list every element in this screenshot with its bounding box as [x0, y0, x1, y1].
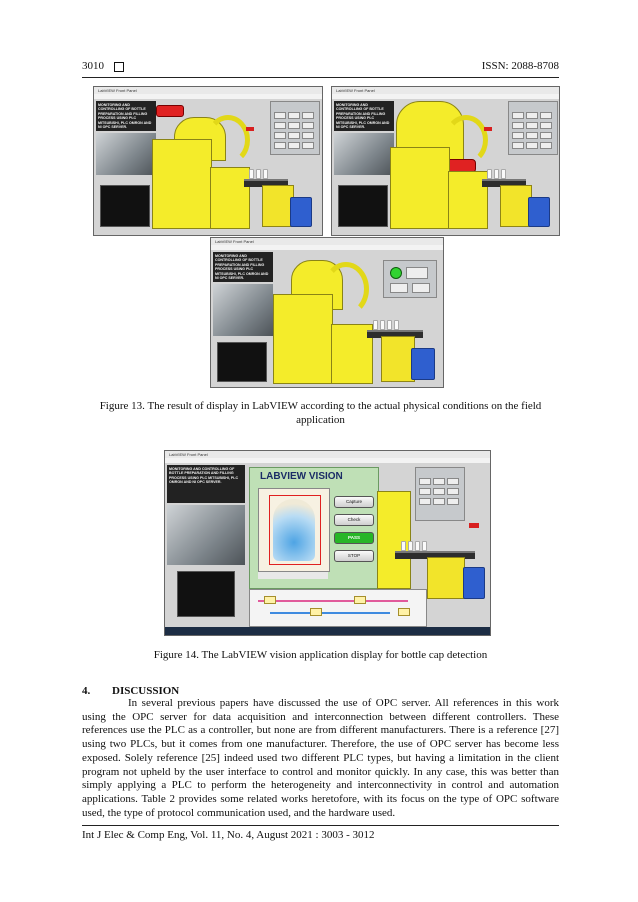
vision-title: LABVIEW VISION [260, 471, 343, 482]
window-menubar [211, 245, 443, 250]
footer-citation: Int J Elec & Comp Eng, Vol. 11, No. 4, August 2021 : 3003 - 3012 [82, 829, 375, 841]
blue-bin [528, 197, 550, 227]
filling-machine [381, 336, 415, 382]
panel-title-text: MONITORING AND CONTROLLING OF BOTTLE PREPARATION AND FILLING PROCESS USING PLC MITSUBISHI, PLC OMRON AND NI OPC SERVER. [169, 467, 239, 485]
page-header [82, 60, 559, 76]
base-tank [152, 139, 212, 229]
section-number: 4. [82, 685, 91, 697]
figure13-caption: Figure 13. The result of display in LabVIEW according to the actual physical conditions on the field application [99, 400, 542, 426]
bottle [487, 169, 492, 179]
image-info [258, 572, 328, 579]
figure14-caption: Figure 14. The LabVIEW vision application display for bottle cap detection [153, 649, 488, 661]
bottle [394, 320, 399, 330]
bottle [408, 541, 413, 551]
block-diagram [249, 589, 427, 627]
title-panel [167, 465, 245, 503]
bottle [422, 541, 427, 551]
base-tank [390, 147, 450, 229]
check-button[interactable]: Check [334, 514, 374, 526]
window-menubar [165, 458, 490, 463]
window-menubar [332, 94, 559, 99]
issn: ISSN: 2088-8708 [481, 60, 559, 72]
stop-button[interactable]: STOP [334, 550, 374, 562]
bottle [415, 541, 420, 551]
control-panel [508, 101, 558, 155]
bottle [373, 320, 378, 330]
filling-machine [427, 557, 465, 599]
status-tag [246, 127, 254, 131]
status-tag [484, 127, 492, 131]
camera-photo [96, 133, 156, 175]
camera-photo [213, 284, 273, 336]
page-number: 3010 [82, 60, 104, 72]
pipe [206, 115, 250, 165]
taskbar [165, 627, 490, 635]
window-menubar [94, 94, 322, 99]
title-panel [96, 101, 156, 131]
pipe [444, 115, 488, 165]
title-panel [334, 101, 394, 131]
blue-bin [411, 348, 435, 380]
capture-button[interactable]: Capture [334, 496, 374, 508]
bottle [256, 169, 261, 179]
vision-panel [249, 467, 379, 589]
control-panel [415, 467, 465, 521]
window-titlebar: LabVIEW Front Panel [211, 238, 443, 246]
section-heading [82, 685, 179, 697]
fig13-screenshot-c [210, 237, 444, 388]
chart-display [177, 571, 235, 617]
camera-photo [167, 505, 245, 565]
status-tag [469, 523, 479, 528]
chart-display [100, 185, 150, 227]
fig13-screenshot-b [331, 86, 560, 236]
panel-title-text: MONITORING AND CONTROLLING OF BOTTLE PREPARATION AND FILLING PROCESS USING PLC MITSUBISHI, PLC OMRON AND NI OPC SERVER. [98, 103, 152, 130]
status-led-icon [390, 267, 402, 279]
chart-display [217, 342, 267, 382]
header-rule [82, 77, 559, 78]
tank-lid-red [156, 105, 184, 117]
control-panel [270, 101, 320, 155]
window-titlebar: LabVIEW Front Panel [94, 87, 322, 95]
bottle [380, 320, 385, 330]
fig13-screenshot-a [93, 86, 323, 236]
window-titlebar: LabVIEW Front Panel [332, 87, 559, 95]
vision-image [258, 488, 330, 572]
bottle [494, 169, 499, 179]
section-title: DISCUSSION [112, 685, 180, 697]
roi-box [269, 495, 321, 565]
bottle [501, 169, 506, 179]
bottle [387, 320, 392, 330]
blue-bin [290, 197, 312, 227]
window-titlebar: LabVIEW Front Panel [165, 451, 490, 459]
control-panel [383, 260, 437, 298]
chart-display [338, 185, 388, 227]
bottle [263, 169, 268, 179]
bottle [401, 541, 406, 551]
base-tank [273, 294, 333, 384]
title-panel [213, 252, 273, 282]
panel-title-text: MONITORING AND CONTROLLING OF BOTTLE PREPARATION AND FILLING PROCESS USING PLC MITSUBISHI, PLC OMRON AND NI OPC SERVER. [336, 103, 390, 130]
fig14-screenshot [164, 450, 491, 636]
discussion-paragraph: In several previous papers have discussed the use of OPC server. All references in this work using the OPC server for data acquisition and interconnection between different controllers. These references use the PLC as a controller, but none are from different manufacturers. There is a reference [27] using two PLCs, but it comes from one manufacturer. Therefore, the use of OPC server has become less exposed. Solely reference [25] indeed used two different PLC types, but having a limitation in the client program not upheld by the user interface to control and monitor quickly. In any case, this was better than simply applying a PLC to perform the heterogeneity and interconnectivity in control and automation applications. Table 2 provides some related works heretofore, with its focus on the type of OPC software used, the type of protocol communication used, and the hardware used. [82, 697, 559, 819]
bottle [249, 169, 254, 179]
pass-indicator: PASS [334, 532, 374, 544]
base-tank [377, 491, 411, 589]
checkbox-glyph-icon [114, 62, 124, 72]
panel-title-text: MONITORING AND CONTROLLING OF BOTTLE PREPARATION AND FILLING PROCESS USING PLC MITSUBISHI, PLC OMRON AND NI OPC SERVER. [215, 254, 269, 281]
camera-photo [334, 133, 394, 175]
footer-rule [82, 825, 559, 826]
blue-bin [463, 567, 485, 599]
filler-body [210, 167, 250, 229]
